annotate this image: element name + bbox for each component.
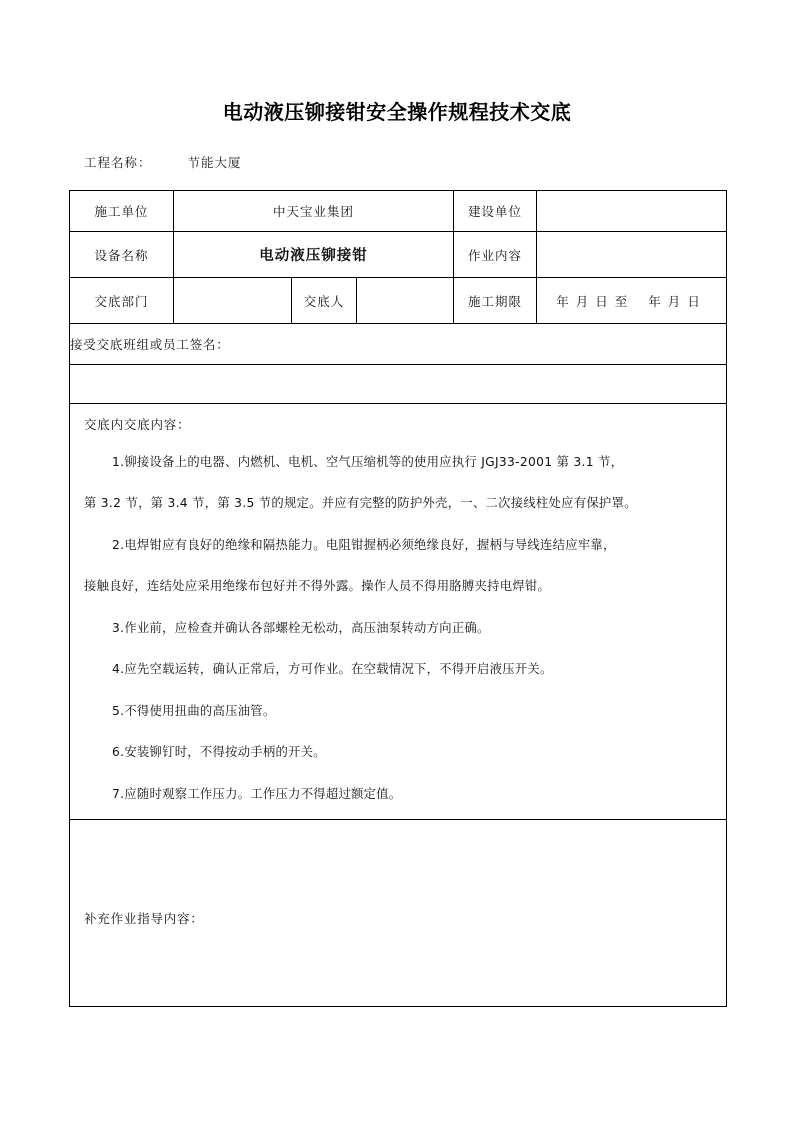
value-disclosure-person[interactable] bbox=[357, 278, 454, 324]
label-disclosure-person: 交底人 bbox=[292, 278, 357, 324]
date-separator-to: 至 bbox=[614, 293, 635, 309]
project-name-line bbox=[84, 153, 242, 171]
table-row-equipment-name bbox=[70, 232, 727, 278]
project-name-value: 节能大厦 bbox=[187, 155, 242, 170]
label-development-unit: 建设单位 bbox=[454, 191, 537, 232]
value-disclosure-department[interactable] bbox=[174, 278, 292, 324]
table-row-content bbox=[70, 404, 727, 820]
signature-blank-area[interactable] bbox=[70, 365, 727, 404]
table-row-supplement bbox=[70, 819, 727, 1006]
value-equipment-name[interactable]: 电动液压铆接钳 bbox=[174, 232, 454, 278]
label-equipment-name: 设备名称 bbox=[70, 232, 174, 278]
date-year-start: 年 bbox=[556, 293, 576, 309]
table-row-department-period bbox=[70, 278, 727, 324]
date-month-start: 月 bbox=[575, 293, 596, 309]
content-item-2-line-2: 接触良好，连结处应采用绝缘布包好并不得外露。操作人员不得用胳膊夹持电焊钳。 bbox=[84, 579, 551, 594]
content-item-1-line-1: 1.铆接设备上的电器、内燃机、电机、空气压缩机等的使用应执行 JGJ33-2001 第 3.1 节， bbox=[112, 455, 624, 469]
table-row-signature-heading bbox=[70, 324, 727, 365]
date-year-end: 年 bbox=[648, 293, 668, 309]
value-construction-unit[interactable]: 中天宝业集团 bbox=[174, 191, 454, 232]
label-disclosure-department: 交底部门 bbox=[70, 278, 174, 324]
content-item-2-line-1: 2.电焊钳应有良好的绝缘和隔热能力。电阻钳握柄必须绝缘良好，握柄与导线连结应牢靠， bbox=[112, 537, 616, 552]
page-title: 电动液压铆接钳安全操作规程技术交底 bbox=[222, 100, 572, 124]
content-item-1-line-2: 第 3.2 节，第 3.4 节，第 3.5 节的规定。并应有完整的防护外壳，一、二次接线柱处应有保护罩。 bbox=[84, 496, 637, 511]
content-item-7: 7.应随时观察工作压力。工作压力不得超过额定值。 bbox=[112, 786, 402, 801]
label-construction-period: 施工期限 bbox=[454, 278, 537, 324]
label-work-content: 作业内容 bbox=[454, 232, 537, 278]
content-item-3: 3.作业前，应检查并确认各部螺栓无松动，高压油泵转动方向正确。 bbox=[112, 620, 490, 635]
value-work-content[interactable] bbox=[537, 232, 727, 278]
label-construction-unit: 施工单位 bbox=[70, 191, 174, 232]
table-row-signature-blank bbox=[70, 365, 727, 404]
value-development-unit[interactable] bbox=[537, 191, 727, 232]
disclosure-table bbox=[69, 190, 727, 1007]
content-item-6: 6.安装铆钉时，不得按动手柄的开关。 bbox=[112, 745, 326, 760]
project-name-label: 工程名称： bbox=[84, 155, 152, 170]
content-cell bbox=[70, 404, 727, 820]
signature-heading: 接受交底班组或员工签名： bbox=[70, 324, 727, 365]
table-row-construction-unit bbox=[70, 191, 727, 232]
date-day-end: 日 bbox=[687, 293, 707, 309]
date-day-start: 日 bbox=[595, 293, 615, 309]
content-heading: 交底内交底内容： bbox=[84, 417, 191, 432]
date-month-end: 月 bbox=[667, 293, 688, 309]
content-item-5: 5.不得使用扭曲的高压油管。 bbox=[112, 703, 276, 718]
supplement-cell[interactable] bbox=[70, 819, 727, 1006]
supplement-heading: 补充作业指导内容： bbox=[84, 911, 204, 927]
value-construction-period[interactable] bbox=[537, 278, 727, 324]
content-item-4: 4.应先空载运转，确认正常后，方可作业。在空载情况下，不得开启液压开关。 bbox=[112, 662, 553, 677]
